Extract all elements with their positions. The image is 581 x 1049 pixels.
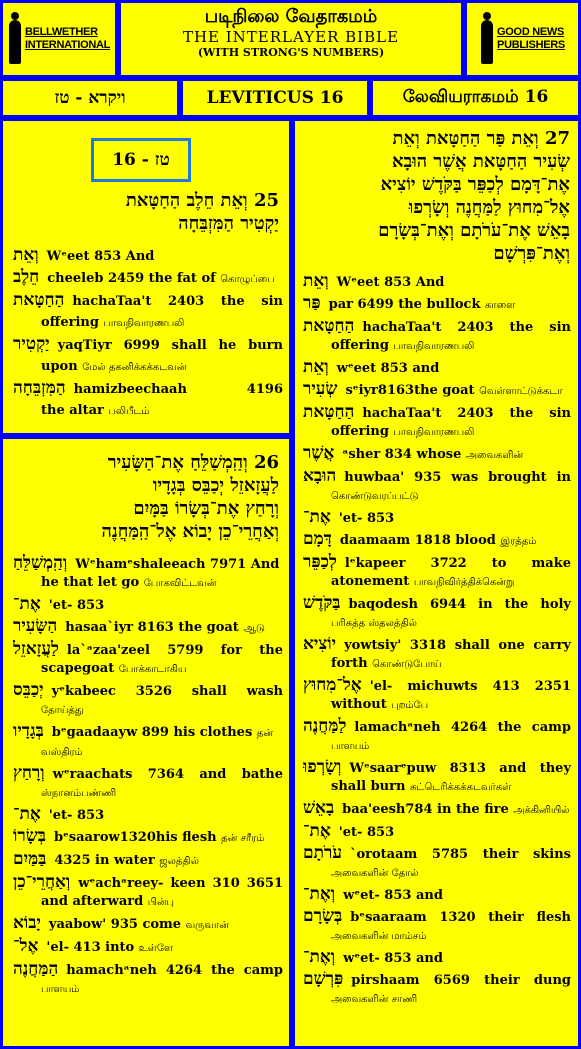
verse-27-panel bbox=[292, 118, 581, 1049]
word-entry bbox=[303, 947, 571, 969]
gloss-text: yaabow' 935 come bbox=[48, 917, 182, 932]
verse-27-entries bbox=[303, 271, 571, 1010]
gloss-text: yaqTiyr 6999 shall he burn bbox=[57, 338, 283, 353]
right-logo-line2: PUBLISHERS bbox=[497, 39, 565, 51]
gloss-text: ᵃsher 834 whose bbox=[342, 447, 462, 462]
word-entry bbox=[303, 293, 571, 316]
gloss-text: bᵉsaaraam 1320 their flesh bbox=[350, 910, 571, 925]
word-entry bbox=[303, 529, 571, 552]
gloss-tamil: பாவநிவாரணபலி bbox=[393, 341, 475, 352]
gloss-text: Wᵉhamᵉshaleeach 7971 And bbox=[75, 557, 280, 572]
gloss-tamil: ஸ்நானம்பண்ணி bbox=[41, 788, 117, 799]
word-entry-cont bbox=[303, 421, 571, 443]
gloss-cont bbox=[41, 782, 283, 804]
gloss-text: wᵉachᵃreey- keen 310 3651 bbox=[78, 876, 283, 891]
tamil-ref-text: லேவியராகமம் 16 bbox=[402, 87, 549, 107]
gloss-tamil: ஆடு bbox=[243, 623, 265, 634]
hebrew-word: אֲשֶׁר bbox=[303, 443, 335, 463]
hebrew-word: שְׂעִיר bbox=[303, 379, 338, 399]
hebrew-word: יוֹצִיא bbox=[303, 634, 337, 654]
gloss bbox=[343, 948, 571, 969]
word-entry-cont bbox=[303, 694, 571, 716]
gloss-text: Wᵉeet 853 And bbox=[46, 249, 155, 264]
gloss-cont bbox=[331, 653, 571, 675]
gloss-tamil: உள்ளே bbox=[138, 943, 173, 954]
gloss-tamil: வஸ்திரம் bbox=[41, 747, 83, 758]
gloss-cont-text: and afterward bbox=[41, 894, 144, 909]
hebrew-ref-text: ויקרא - טז bbox=[54, 88, 126, 108]
hebrew-word: חֵלֶב bbox=[13, 267, 40, 287]
tamil-ref bbox=[370, 78, 581, 118]
gloss bbox=[340, 530, 571, 552]
gloss-text: pirshaam 6569 their dung bbox=[351, 973, 571, 988]
word-entry bbox=[13, 913, 283, 936]
gloss bbox=[47, 246, 283, 267]
gloss-cont bbox=[331, 925, 571, 947]
gloss-tamil: காளை bbox=[485, 300, 516, 311]
hebrew-word: וְאֶת־ bbox=[303, 884, 336, 904]
gloss-cont bbox=[41, 891, 283, 913]
hebrew-line: וְרָחַץ אֶת־בְּשָׂרוֹ בַּמָּיִם bbox=[133, 498, 279, 519]
verse-26-hebrew bbox=[102, 451, 280, 543]
hebrew-word: לַמַּחֲנֶה bbox=[303, 716, 347, 736]
gloss-tamil: பரிசுத்த ஸ்தலத்தில் bbox=[331, 618, 417, 629]
word-entry bbox=[13, 290, 283, 312]
word-entry bbox=[13, 594, 283, 616]
gloss-cont-text: atonement bbox=[331, 574, 410, 589]
gloss-text: 4325 in water bbox=[54, 853, 155, 868]
gloss bbox=[337, 358, 571, 379]
gloss-cont bbox=[331, 485, 571, 507]
gloss bbox=[337, 272, 571, 293]
gloss-tamil: அவைகளின் தோல் bbox=[331, 868, 419, 879]
word-entry bbox=[13, 936, 283, 959]
word-entry-cont bbox=[303, 925, 571, 947]
gloss bbox=[343, 885, 571, 906]
hebrew-line: יַקְטִיר הַמִּזְבֵּחָה bbox=[178, 213, 279, 234]
gloss-cont bbox=[331, 862, 571, 884]
gloss-tamil: கொண்டுபோய் bbox=[372, 659, 442, 670]
word-entry bbox=[13, 334, 283, 356]
gloss-tamil: போக்காடாகிய bbox=[118, 664, 187, 675]
gloss-text: 'el- 413 into bbox=[46, 940, 135, 955]
word-entry-cont bbox=[13, 978, 283, 1000]
gloss-cont-text: he that let go bbox=[41, 575, 140, 590]
gloss-tamil: அக்கினியில் bbox=[513, 805, 570, 816]
hebrew-word: עֹרֹתָם bbox=[303, 843, 342, 863]
gloss-tamil: பின்பு bbox=[147, 897, 174, 908]
gloss-text: 'el- michuwts 413 2351 bbox=[369, 679, 571, 694]
word-entry bbox=[13, 849, 283, 872]
hebrew-line: אֶת־דָּמָם לְכַפֵּר בַּקֹּדֶשׁ יוֹצִיא bbox=[380, 174, 570, 195]
word-entry-cont bbox=[303, 335, 571, 357]
gloss-tamil: பாவநிவிர்த்திக்கென்று bbox=[413, 577, 515, 588]
gloss-cont-text: offering bbox=[41, 315, 99, 330]
chapter-tag bbox=[91, 138, 191, 182]
hebrew-word: הַשָּׂעִיר bbox=[13, 616, 58, 636]
gloss bbox=[49, 595, 283, 616]
gloss-text: 'et- 853 bbox=[338, 825, 395, 840]
word-entry bbox=[303, 507, 571, 529]
gloss bbox=[46, 937, 283, 959]
word-entry bbox=[303, 821, 571, 843]
gloss-text: 'et- 853 bbox=[338, 511, 395, 526]
hebrew-line: וְאַחֲרֵי־כֵן יָבוֹא אֶל־הַֽמַּחֲנֶה bbox=[101, 521, 279, 542]
hebrew-line: אֶל־מִחוּץ לַמַּחֲנֶה וְשָׂרְפוּ bbox=[408, 197, 570, 218]
gloss-cont-text: forth bbox=[331, 656, 368, 671]
gloss-cont bbox=[331, 776, 571, 798]
gloss-cont-text: offering bbox=[331, 338, 389, 353]
gloss-tamil: ஜலத்தில் bbox=[159, 856, 199, 867]
hebrew-word: אֶת־ bbox=[13, 804, 41, 824]
gloss bbox=[345, 380, 571, 402]
word-entry-cont bbox=[13, 658, 283, 680]
word-entry bbox=[303, 798, 571, 821]
gloss bbox=[49, 805, 283, 826]
gloss-text: daamaam 1818 blood bbox=[339, 533, 496, 548]
gloss-tamil: அவைகளின் சாணி bbox=[331, 994, 418, 1005]
word-entry-cont bbox=[13, 356, 283, 378]
hebrew-word: בְּשָׂרָם bbox=[303, 906, 343, 926]
gloss-tamil: அவைகளின் bbox=[465, 450, 524, 461]
verse-25-panel bbox=[0, 118, 292, 436]
gloss-cont-text: without bbox=[331, 697, 387, 712]
hebrew-word: פִּרְשָׁם bbox=[303, 969, 344, 989]
gloss-cont bbox=[41, 978, 283, 1000]
word-entry-cont bbox=[13, 699, 283, 721]
title-block bbox=[118, 0, 464, 78]
hebrew-word: הַחַטָּאת bbox=[303, 316, 355, 336]
word-entry-cont bbox=[13, 312, 283, 334]
gloss-text: baa'eesh784 in the fire bbox=[342, 802, 509, 817]
gloss bbox=[339, 508, 571, 529]
gloss-text: hasaa`iyr 8163 the goat bbox=[65, 620, 239, 635]
gloss-text: hamizbeechaah 4196 bbox=[73, 382, 283, 397]
hebrew-word: וְאַחֲרֵי־כֵן bbox=[13, 872, 71, 892]
good-news-logo bbox=[464, 0, 581, 78]
hebrew-word: בָאֵשׁ bbox=[303, 798, 335, 818]
hebrew-word: אֶת־ bbox=[13, 594, 41, 614]
title-tamil: படிநிலை வேதாகமம் bbox=[204, 6, 378, 27]
gloss-cont-text: scapegoat bbox=[41, 661, 115, 676]
word-entry-cont bbox=[303, 485, 571, 507]
gloss bbox=[47, 268, 283, 290]
gloss bbox=[58, 335, 283, 356]
gloss-text: wᵉeet 853 and bbox=[336, 361, 440, 376]
word-entry-cont bbox=[303, 862, 571, 884]
gloss-cont bbox=[41, 572, 283, 594]
gloss-text: wᵉet- 853 and bbox=[343, 888, 443, 903]
gloss-cont bbox=[331, 612, 571, 634]
word-entry bbox=[303, 884, 571, 906]
word-entry bbox=[303, 271, 571, 293]
word-entry bbox=[13, 616, 283, 639]
gloss-text: `orotaam 5785 their skins bbox=[349, 847, 571, 862]
gloss-text: yᵉkabeec 3526 shall wash bbox=[51, 684, 283, 699]
gloss-text: bᵉgaadaayw 899 his clothes bbox=[51, 725, 253, 740]
hebrew-line: שְׂעִיר הַחַטָּאת אֲשֶׁר הוּבָא bbox=[391, 151, 570, 172]
gloss-cont bbox=[41, 741, 283, 763]
hebrew-word: וְאֶת־ bbox=[303, 947, 336, 967]
gloss-tamil: கொழுப்பை bbox=[220, 274, 275, 285]
hebrew-word: הַמִּזְבֵּחָה bbox=[13, 378, 66, 398]
gloss-text: wᵉraachats 7364 and bathe bbox=[52, 767, 283, 782]
gloss bbox=[74, 379, 283, 400]
word-entry bbox=[13, 826, 283, 849]
chapter-tag-text: טז - 16 bbox=[112, 150, 170, 170]
gloss-tamil: பாவநிவாரணபலி bbox=[393, 427, 475, 438]
english-ref-text: LEVITICUS 16 bbox=[206, 88, 344, 108]
hebrew-word: הוּבָא bbox=[303, 466, 337, 486]
gloss-text: hachaTaa't 2403 the sin bbox=[362, 406, 571, 421]
gloss-cont bbox=[331, 735, 571, 757]
hebrew-word: דָּמָם bbox=[303, 529, 332, 549]
verse-26-panel bbox=[0, 436, 292, 1049]
verse-27-hebrew bbox=[378, 127, 570, 265]
gloss-cont bbox=[41, 699, 283, 721]
gloss-tamil: இரத்தம் bbox=[500, 536, 537, 547]
gloss-cont bbox=[41, 658, 283, 680]
word-entry bbox=[13, 267, 283, 290]
title-subtitle: (WITH STRONG'S NUMBERS) bbox=[197, 46, 385, 59]
gloss-tamil: தோய்த்து bbox=[41, 705, 84, 716]
hebrew-word: לַעֲזָאזֵל bbox=[13, 639, 59, 659]
word-entry-cont bbox=[13, 400, 283, 422]
gloss bbox=[49, 914, 283, 936]
hebrew-word: הַמַּחֲנֶה bbox=[13, 959, 59, 979]
gloss-cont-text: upon bbox=[41, 359, 78, 374]
hebrew-word: הַחַטָּאת bbox=[303, 402, 355, 422]
hebrew-word: וְאֵת bbox=[303, 271, 329, 291]
gloss-tamil: பாளயம் bbox=[41, 984, 80, 995]
gloss bbox=[339, 822, 571, 843]
gloss-cont bbox=[331, 571, 571, 593]
gloss-text: baqodesh 6944 in the holy bbox=[348, 597, 571, 612]
gloss bbox=[72, 291, 283, 312]
gloss-text: sᵉiyr8163the goat bbox=[345, 383, 475, 398]
word-entry-cont bbox=[303, 988, 571, 1010]
left-logo-line2: INTERNATIONAL bbox=[24, 39, 111, 51]
gloss-text: 'et- 853 bbox=[48, 808, 105, 823]
gloss-cont bbox=[41, 356, 283, 378]
hebrew-word: אֶל־ bbox=[13, 936, 39, 956]
gloss-text: huwbaa' 935 was brought in bbox=[344, 470, 571, 485]
hebrew-word: בַּקֹּדֶשׁ bbox=[303, 593, 341, 613]
gloss-tamil: மேல் தகனிக்கக்கடவன் bbox=[82, 362, 187, 373]
word-entry-cont bbox=[303, 735, 571, 757]
verse-25-hebrew bbox=[126, 189, 279, 235]
gloss-cont bbox=[331, 988, 571, 1010]
gloss-tamil: பாளயம் bbox=[331, 741, 370, 752]
hebrew-word: יָבוֹא bbox=[13, 913, 41, 933]
gloss-tamil: தன் சரீரம் bbox=[221, 833, 265, 844]
gloss-cont bbox=[41, 400, 283, 422]
word-entry-cont bbox=[303, 571, 571, 593]
word-entry bbox=[13, 804, 283, 826]
word-entry-cont bbox=[303, 653, 571, 675]
bellwether-logo bbox=[0, 0, 118, 78]
gloss-text: hachaTaa't 2403 the sin bbox=[362, 320, 571, 335]
gloss bbox=[342, 444, 571, 466]
gloss-text: 'et- 853 bbox=[48, 598, 105, 613]
gloss-cont-text: offering bbox=[331, 424, 389, 439]
gloss-text: cheeleb 2459 the fat of bbox=[47, 271, 216, 286]
gloss-tamil: அவைகளின் மாம்சம் bbox=[331, 931, 427, 942]
gloss bbox=[65, 617, 283, 639]
hebrew-word: אֶת־ bbox=[303, 507, 331, 527]
hebrew-word: פַּר bbox=[303, 293, 321, 313]
gloss bbox=[329, 294, 571, 316]
gloss-tamil: வருவான் bbox=[185, 920, 229, 931]
right-logo-line1: GOOD NEWS bbox=[497, 26, 565, 38]
hebrew-word: וְאֵת bbox=[303, 357, 329, 377]
word-entry bbox=[13, 245, 283, 267]
hebrew-ref bbox=[0, 78, 180, 118]
gloss-text: bᵉsaarow1320his flesh bbox=[53, 830, 217, 845]
hebrew-line: 25 וְאֵת חֵלֶב הַחַטָּאת bbox=[125, 190, 279, 211]
word-entry-cont bbox=[13, 782, 283, 804]
gloss-text: wᵉet- 853 and bbox=[343, 951, 443, 966]
hebrew-word: וְשָׂרְפוּ bbox=[303, 757, 342, 777]
left-logo-line1: BELLWETHER bbox=[24, 26, 98, 38]
gloss-tamil: கொண்டுவரப்பட்டு bbox=[331, 491, 419, 502]
word-entry bbox=[13, 378, 283, 400]
gloss-tamil: புறம்பே bbox=[391, 700, 429, 711]
hebrew-word: יְכַבֵּס bbox=[13, 680, 44, 700]
verse-26-entries bbox=[13, 553, 283, 1000]
gloss-tamil: போகவிட்டவன் bbox=[143, 578, 217, 589]
gloss-text: lamachᵃneh 4264 the camp bbox=[354, 720, 571, 735]
word-entry-cont bbox=[13, 572, 283, 594]
hebrew-word: וְרָחַץ bbox=[13, 763, 45, 783]
gloss-cont-text: the altar bbox=[41, 403, 104, 418]
bellwether-figure-icon bbox=[8, 12, 22, 66]
gloss-cont bbox=[331, 421, 571, 443]
word-entry bbox=[303, 379, 571, 402]
hebrew-word: בְּשָׂרוֹ bbox=[13, 826, 46, 846]
gloss-text: Wᵉeet 853 And bbox=[336, 275, 445, 290]
hebrew-word: בַּמַּיִם bbox=[13, 849, 47, 869]
gloss-text: yowtsiy' 3318 shall one carry bbox=[344, 638, 571, 653]
word-entry-cont bbox=[303, 776, 571, 798]
word-entry bbox=[303, 443, 571, 466]
gloss-tamil: பலிபீடம் bbox=[108, 406, 150, 417]
word-entry-cont bbox=[303, 612, 571, 634]
gloss-cont bbox=[41, 312, 283, 334]
hebrew-word: וְאֵת bbox=[13, 245, 39, 265]
verse-25-entries bbox=[13, 245, 283, 422]
gloss-text: lᵉkapeer 3722 to make bbox=[344, 556, 571, 571]
hebrew-line: בָאֵשׁ אֶת־עֹרֹתָם וְאֶת־בְּשָׂרָם bbox=[378, 220, 570, 241]
gloss bbox=[342, 799, 571, 821]
hebrew-word: יַקְטִיר bbox=[13, 334, 50, 354]
word-entry-cont bbox=[13, 741, 283, 763]
hebrew-word: אֶל־מִחוּץ bbox=[303, 675, 362, 695]
word-entry bbox=[303, 357, 571, 379]
good-news-figure-icon bbox=[480, 12, 494, 66]
gloss-text: par 6499 the bullock bbox=[328, 297, 481, 312]
gloss-tamil: வெள்ளாட்டுக்கடா bbox=[479, 386, 563, 397]
hebrew-word: הַחַטָּאת bbox=[13, 290, 65, 310]
hebrew-line: וְאֶת־פִּרְשָׁם bbox=[493, 243, 570, 264]
title-english: THE INTERLAYER BIBLE bbox=[182, 28, 400, 46]
hebrew-line: לַעֲזָאזֵל יְכַבֵּס בְּגָדָיו bbox=[152, 475, 279, 496]
gloss bbox=[54, 850, 283, 872]
gloss-tamil: தன் bbox=[256, 728, 274, 739]
hebrew-line: 26 וְהַֽמְשַׁלֵּחַ אֶת־הַשָּׂעִיר bbox=[107, 452, 279, 473]
gloss-cont-text: shall burn bbox=[331, 779, 406, 794]
word-entry-cont bbox=[13, 891, 283, 913]
hebrew-word: אֶת־ bbox=[303, 821, 331, 841]
gloss-text: la`ᵃzaa'zeel 5799 for the bbox=[66, 643, 283, 658]
gloss bbox=[54, 827, 283, 849]
gloss-tamil: சுட்டெரிக்கக்கடவர்கள் bbox=[409, 782, 512, 793]
hebrew-word: לְכַפֵּר bbox=[303, 552, 337, 572]
gloss-text: hamachᵃneh 4264 the camp bbox=[66, 963, 283, 978]
gloss-text: Wᵉsaarᵉpuw 8313 and they bbox=[349, 761, 571, 776]
hebrew-line: 27 וְאֵת פַּר הַחַטָּאת וְאֵת bbox=[392, 128, 570, 149]
hebrew-word: וְהַֽמְשַׁלֵּחַ bbox=[13, 553, 68, 573]
gloss-tamil: பாவநிவாரணபலி bbox=[103, 318, 185, 329]
gloss-cont bbox=[331, 694, 571, 716]
hebrew-word: בְּגָדָיו bbox=[13, 721, 44, 741]
gloss-cont bbox=[331, 335, 571, 357]
english-ref bbox=[180, 78, 370, 118]
gloss-text: hachaTaa't 2403 the sin bbox=[72, 294, 283, 309]
